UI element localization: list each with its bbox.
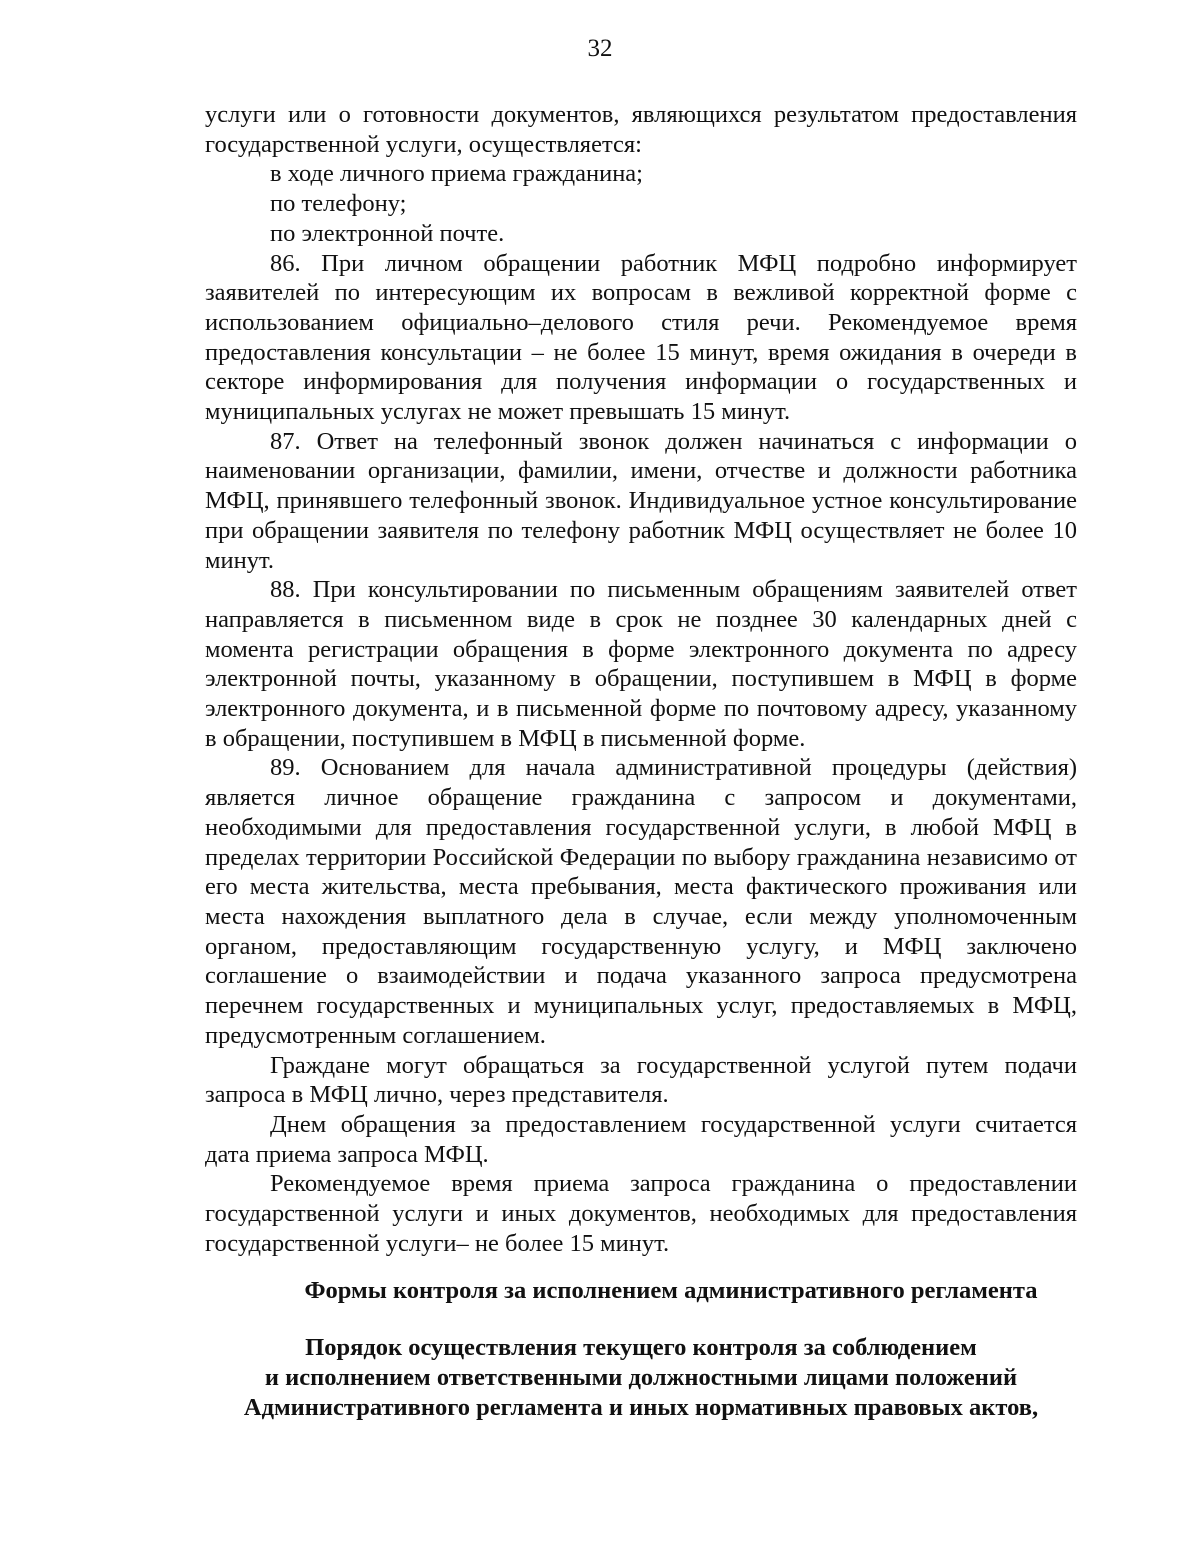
paragraph: Граждане могут обращаться за государственной услугой путем подачи запроса в МФЦ лично, через представителя.	[205, 1051, 1077, 1109]
paragraph: Днем обращения за предоставлением государственной услуги считается дата приема запроса МФЦ.	[205, 1110, 1077, 1168]
paragraph-89: 89. Основанием для начала административной процедуры (действия) является личное обращение гражданина с запросом и документами, необходимыми для предоставления государственной услуги, в любой МФЦ в пределах территории Российской Федерации по выбору гражданина независимо от его места жительства, места пребывания, места фактического проживания или места нахождения выплатного дела в случае, если между уполномоченным органом, предоставляющим государственную услугу, и МФЦ заключено соглашение о взаимодействии и подача указанного запроса предусмотрена перечнем государственных и муниципальных услуг, предоставляемых в МФЦ, предусмотренным соглашением.	[205, 754, 1077, 1049]
paragraph: по электронной почте.	[270, 219, 505, 247]
subsection-heading	[205, 1333, 1077, 1423]
page-number: 32	[587, 35, 613, 62]
subsection-heading-line: Порядок осуществления текущего контроля за соблюдением	[305, 1334, 977, 1361]
section-heading: Формы контроля за исполнением административного регламента	[304, 1277, 1038, 1304]
paragraph-88: 88. При консультировании по письменным обращениям заявителей ответ направляется в письменном виде в срок не позднее 30 календарных дней с момента регистрации обращения в форме электронного документа по адресу электронной почты, указанному в обращении, поступившем в МФЦ в форме электронного документа, и в письменной форме по почтовому адресу, указанному в обращении, поступившем в МФЦ в письменной форме.	[205, 576, 1077, 752]
paragraph-87: 87. Ответ на телефонный звонок должен начинаться с информации о наименовании организации, фамилии, имени, отчестве и должности работника МФЦ, принявшего телефонный звонок. Индивидуальное устное консультирование при обращении заявителя по телефону работник МФЦ осуществляет не более 10 минут.	[205, 427, 1077, 574]
subsection-heading-line: и исполнением ответственными должностными лицами положений	[264, 1364, 1018, 1391]
paragraph: Рекомендуемое время приема запроса гражданина о предоставлении государственной услуги и иных документов, необходимых для предоставления государственной услуги– не более 15 минут.	[205, 1170, 1077, 1257]
paragraph-86: 86. При личном обращении работник МФЦ подробно информирует заявителей по интересующим их вопросам в вежливой корректной форме с использованием официально–делового стиля речи. Рекомендуемое время предоставления консультации – не более 15 минут, время ожидания в очереди в секторе информирования для получения информации о государственных и муниципальных услугах не может превышать 15 минут.	[205, 249, 1077, 426]
subsection-heading-line: Административного регламента и иных нормативных правовых актов,	[243, 1394, 1039, 1421]
paragraph: по телефону;	[270, 190, 407, 218]
paragraph: услуги или о готовности документов, являющихся результатом предоставления государственной услуги, осуществляется:	[205, 101, 1077, 158]
paragraph: в ходе личного приема гражданина;	[270, 160, 643, 188]
body-text	[205, 100, 1077, 1258]
